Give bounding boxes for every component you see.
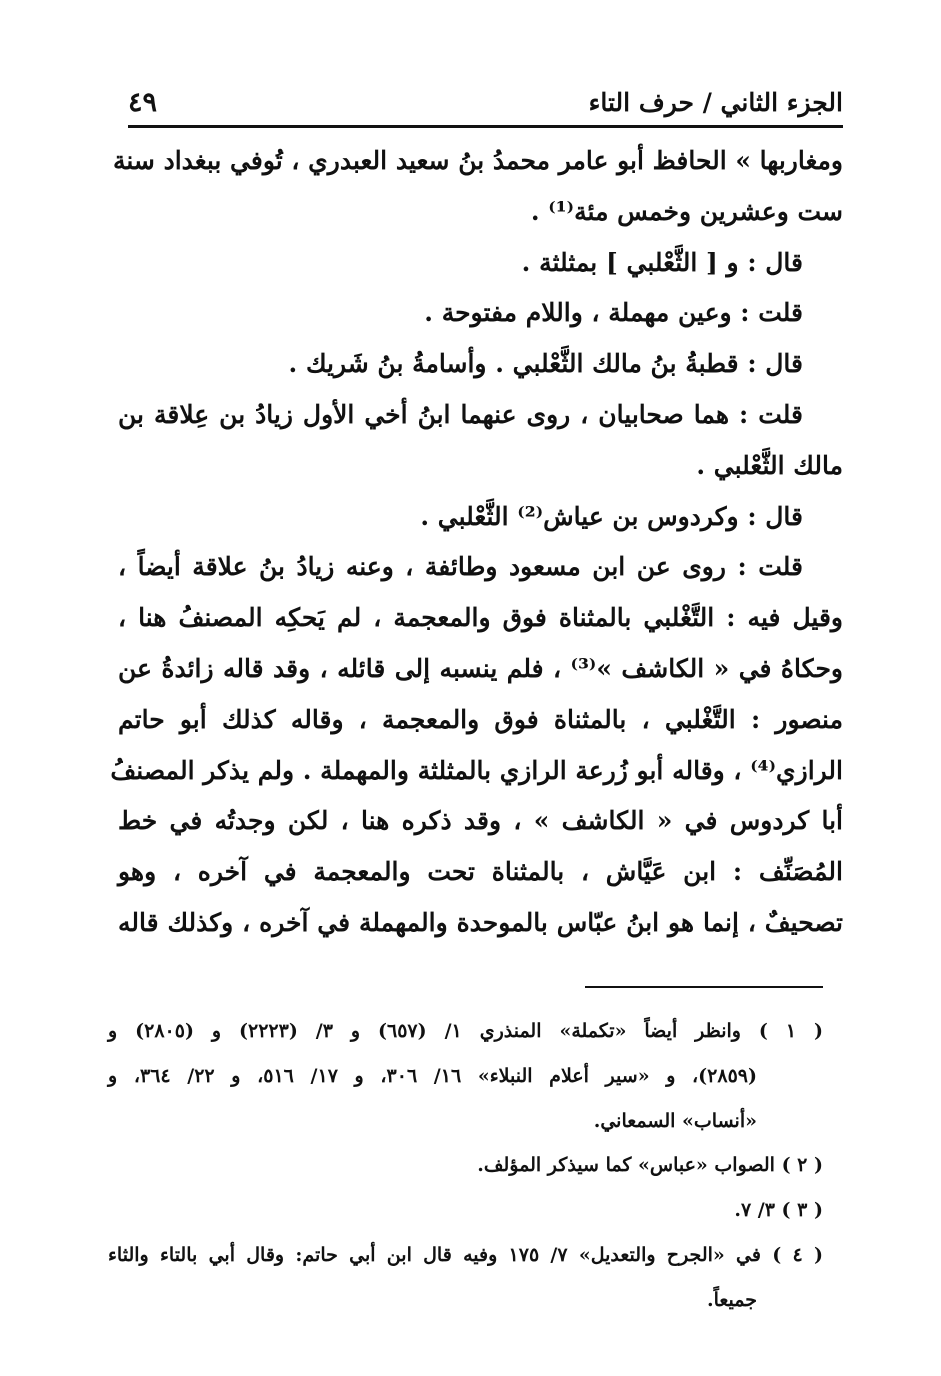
text-line: الرازي⁽⁴⁾ ، وقاله أبو زُرعة الرازي بالمثلثة والمهملة . ولم يذكر المصنفُ — [110, 755, 843, 785]
footnote-line: ( ٤ ) في «الجرح والتعديل» ٧/ ١٧٥ وفيه قال ابن أبي حاتم: وقال أبي بالتاء والثاء — [108, 1243, 823, 1266]
text-line: المُصَنِّف : ابن عَيَّاش ، بالمثناة تحت والمعجمة في آخره ، وهو — [118, 857, 843, 887]
footnote-line: «أنساب» السمعاني. — [593, 1109, 757, 1132]
footnote-line: (٢٨٥٩)، و «سير أعلام النبلاء» ١٦/ ٣٠٦، و ١٧/ ٥١٦، و ٢٢/ ٣٦٤، و — [108, 1064, 757, 1087]
text-line: قال : قطبةُ بنُ مالك الثَّعْلبي . وأسامةُ بنُ شَريك . — [288, 349, 803, 379]
text-line: وحكاهُ في « الكاشف »⁽³⁾ ، فلم ينسبه إلى قائله ، وقد قاله زائدةُ عن — [118, 653, 843, 683]
footnote-line: ( ١ ) وانظر أيضاً «تكملة» المنذري ١/ (٦٥٧) و ٣/ (٢٢٢٣) و (٢٨٠٥) و — [108, 1020, 824, 1042]
page-number: ٤٩ — [128, 86, 158, 118]
text-line: ست وعشرين وخمس مئة⁽¹⁾ . — [530, 196, 843, 226]
footnotes — [108, 1009, 823, 1323]
footnote-line: جميعاً. — [706, 1288, 757, 1311]
text-line: قال : و [ الثَّعْلبي ] بمثلثة . — [521, 247, 803, 277]
footnote-line: ( ٢ ) الصواب «عباس» كما سيذكر المؤلف. — [477, 1154, 823, 1177]
text-line: مالك الثَّعْلبي . — [696, 450, 843, 480]
text-line: تصحيفٌ ، إنما هو ابنُ عبّاس بالموحدة والمهملة في آخره ، وكذلك قاله — [118, 907, 843, 937]
text-line: قلت : هما صحابيان ، روى عنهما ابنُ أخي الأول زيادُ بن عِلاقة بن — [118, 399, 803, 429]
text-line: أبا كردوس في « الكاشف » ، وقد ذكره هنا ، لكن وجدتُه في خط — [118, 806, 843, 836]
header-rule — [128, 125, 843, 128]
text-line: قلت : روى عن ابن مسعود وطائفة ، وعنه زيادُ بنُ علاقة أيضاً ، — [118, 552, 803, 582]
text-line: منصور : التَّغْلبي ، بالمثناة فوق والمعجمة ، وقاله كذلك أبو حاتم — [118, 704, 843, 734]
text-line: ومغاربها » الحافظ أبو عامر محمدُ بنُ سعيد العبدري ، تُوفي ببغداد سنة — [112, 146, 843, 175]
footnote-separator — [585, 986, 823, 988]
main-text — [110, 136, 843, 949]
text-line: قال : وكردوس بن عياش⁽²⁾ الثَّعْلبي . — [420, 501, 803, 531]
text-line: قلت : وعين مهملة ، واللام مفتوحة . — [424, 298, 803, 328]
text-line: وقيل فيه : التَّغْلبي بالمثناة فوق والمعجمة ، لم يَحكِه المصنفُ هنا ، — [118, 603, 843, 633]
page-header — [128, 80, 843, 124]
running-head: الجزء الثاني / حرف التاء — [588, 87, 843, 117]
footnote-line: ( ٣ ) ٣/ ٧. — [734, 1199, 823, 1222]
